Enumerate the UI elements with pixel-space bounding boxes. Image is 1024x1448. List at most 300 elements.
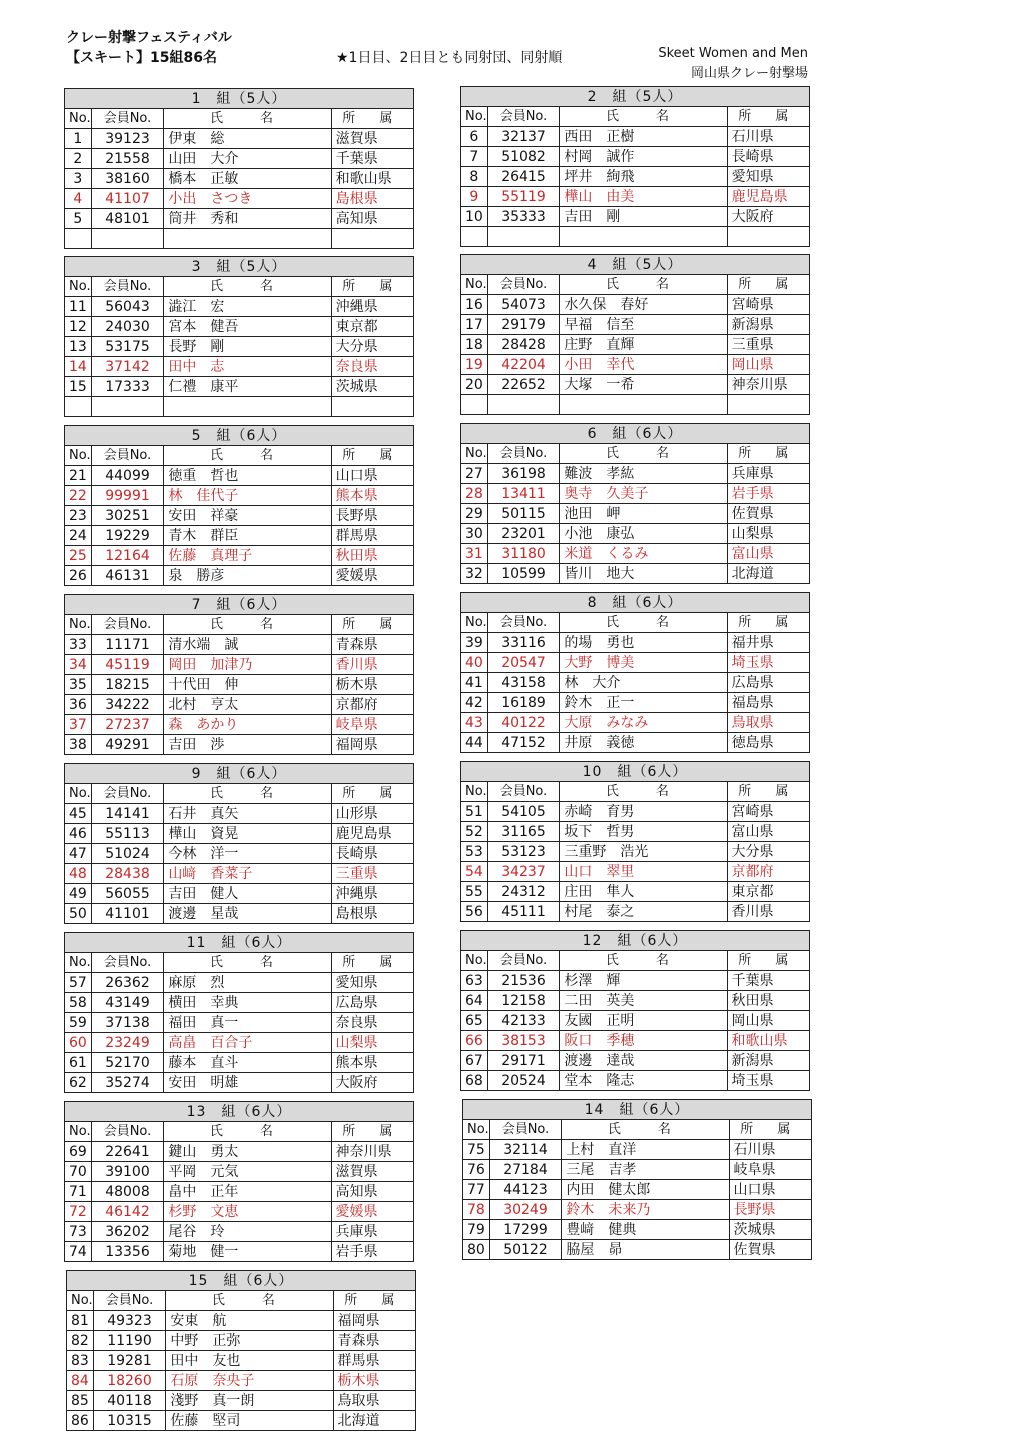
affiliation: 栃木県 <box>331 675 413 695</box>
shooter-no: 62 <box>65 1073 92 1093</box>
affiliation: 山梨県 <box>727 524 809 544</box>
affiliation: 長野県 <box>729 1200 811 1220</box>
affiliation: 群馬県 <box>333 1351 415 1371</box>
member-no: 20524 <box>487 1071 560 1091</box>
affiliation: 愛媛県 <box>331 1202 413 1222</box>
member-no: 14141 <box>91 804 164 824</box>
affiliation <box>727 395 809 415</box>
table-row <box>461 902 810 922</box>
table-row <box>65 1242 414 1262</box>
member-no: 55113 <box>91 824 164 844</box>
table-row <box>461 822 810 842</box>
shooter-no: 46 <box>65 824 92 844</box>
affiliation: 大阪府 <box>331 1073 413 1093</box>
table-row <box>461 315 810 335</box>
col-no: No. <box>65 615 92 635</box>
member-no: 52170 <box>91 1053 164 1073</box>
affiliation: 埼玉県 <box>727 1071 809 1091</box>
table-row <box>65 397 414 417</box>
member-no: 12164 <box>91 546 164 566</box>
group-table <box>460 930 810 1091</box>
member-no: 17299 <box>489 1220 562 1240</box>
shooter-no: 82 <box>67 1331 94 1351</box>
shooter-no: 79 <box>463 1220 490 1240</box>
affiliation: 滋賀県 <box>331 1162 413 1182</box>
col-name: 氏 名 <box>562 1120 729 1140</box>
col-affiliation: 所 属 <box>727 613 809 633</box>
affiliation <box>331 229 413 249</box>
member-no <box>487 395 560 415</box>
member-no: 10599 <box>487 564 560 584</box>
shooter-no: 33 <box>65 635 92 655</box>
member-no <box>91 229 164 249</box>
member-no: 43149 <box>91 993 164 1013</box>
shooter-no: 39 <box>461 633 488 653</box>
shooter-no: 19 <box>461 355 488 375</box>
member-no: 46142 <box>91 1202 164 1222</box>
affiliation: 茨城県 <box>331 377 413 397</box>
shooter-name: 渡邊 達哉 <box>560 1051 727 1071</box>
shooter-name: 山田 大介 <box>164 149 331 169</box>
shooter-no <box>461 227 488 247</box>
shooter-no: 56 <box>461 902 488 922</box>
col-no: No. <box>461 444 488 464</box>
shooter-name: 北村 亨太 <box>164 695 331 715</box>
shooter-no: 85 <box>67 1391 94 1411</box>
table-row <box>65 735 414 755</box>
shooter-name: 脇屋 昴 <box>562 1240 729 1260</box>
shooter-name: 青木 群臣 <box>164 526 331 546</box>
shooter-no: 59 <box>65 1013 92 1033</box>
shooter-no: 77 <box>463 1180 490 1200</box>
shooter-name: 大原 みなみ <box>560 713 727 733</box>
shooter-name: 石原 奈央子 <box>166 1371 333 1391</box>
shooter-no: 35 <box>65 675 92 695</box>
member-no: 47152 <box>487 733 560 753</box>
group-table <box>64 425 414 586</box>
member-no: 16189 <box>487 693 560 713</box>
shooter-no: 54 <box>461 862 488 882</box>
member-no: 13411 <box>487 484 560 504</box>
shooter-name: 二田 英美 <box>560 991 727 1011</box>
shooter-no: 66 <box>461 1031 488 1051</box>
shooter-name: 澁江 宏 <box>164 297 331 317</box>
shooter-no: 29 <box>461 504 488 524</box>
shooter-name: 吉田 渉 <box>164 735 331 755</box>
table-row <box>65 1182 414 1202</box>
member-no: 29179 <box>487 315 560 335</box>
col-affiliation: 所 属 <box>727 107 809 127</box>
member-no: 36202 <box>91 1222 164 1242</box>
affiliation: 長野県 <box>331 506 413 526</box>
shooter-no: 48 <box>65 864 92 884</box>
affiliation: 愛媛県 <box>331 566 413 586</box>
affiliation: 滋賀県 <box>331 129 413 149</box>
table-row <box>461 524 810 544</box>
member-no: 37142 <box>91 357 164 377</box>
shooter-name: 鈴木 未来乃 <box>562 1200 729 1220</box>
shooter-name: 橋本 正敏 <box>164 169 331 189</box>
shooter-name: 今林 洋一 <box>164 844 331 864</box>
shooter-no: 37 <box>65 715 92 735</box>
shooter-no: 2 <box>65 149 92 169</box>
col-member-no: 会員No. <box>487 275 560 295</box>
table-row <box>463 1220 812 1240</box>
affiliation: 青森県 <box>331 635 413 655</box>
shooter-name: 安東 航 <box>166 1311 333 1331</box>
member-no: 22652 <box>487 375 560 395</box>
shooter-name: 村岡 誠作 <box>560 147 727 167</box>
col-no: No. <box>461 275 488 295</box>
table-row <box>461 504 810 524</box>
table-row <box>463 1200 812 1220</box>
affiliation: 福島県 <box>727 693 809 713</box>
table-row <box>65 993 414 1013</box>
col-affiliation: 所 属 <box>727 275 809 295</box>
affiliation <box>331 397 413 417</box>
group-table <box>64 88 414 249</box>
group-title: 5 組（6人） <box>65 426 414 446</box>
member-no: 19281 <box>93 1351 166 1371</box>
table-row <box>65 357 414 377</box>
col-no: No. <box>461 613 488 633</box>
shooter-name: 石井 真矢 <box>164 804 331 824</box>
shooter-name: 樺山 資晃 <box>164 824 331 844</box>
table-row <box>461 971 810 991</box>
member-no: 11171 <box>91 635 164 655</box>
shooter-no: 14 <box>65 357 92 377</box>
shooter-no: 51 <box>461 802 488 822</box>
affiliation: 千葉県 <box>331 149 413 169</box>
member-no: 24030 <box>91 317 164 337</box>
shooter-no: 11 <box>65 297 92 317</box>
member-no: 50122 <box>489 1240 562 1260</box>
member-no: 26362 <box>91 973 164 993</box>
shooter-no <box>461 395 488 415</box>
table-row <box>65 546 414 566</box>
shooter-name: 奥寺 久美子 <box>560 484 727 504</box>
table-row <box>461 227 810 247</box>
affiliation: 福岡県 <box>331 735 413 755</box>
shooter-name: 淺野 真一朗 <box>166 1391 333 1411</box>
col-name: 氏 名 <box>164 109 331 129</box>
table-row <box>65 1033 414 1053</box>
shooter-no: 67 <box>461 1051 488 1071</box>
col-affiliation: 所 属 <box>727 951 809 971</box>
shooter-no: 30 <box>461 524 488 544</box>
shooter-no: 8 <box>461 167 488 187</box>
member-no <box>91 397 164 417</box>
table-row <box>65 337 414 357</box>
table-row <box>65 317 414 337</box>
group-title: 14 組（6人） <box>463 1100 812 1120</box>
member-no: 23249 <box>91 1033 164 1053</box>
table-row <box>65 1053 414 1073</box>
member-no: 48008 <box>91 1182 164 1202</box>
col-no: No. <box>65 784 92 804</box>
shooter-name <box>164 397 331 417</box>
shooter-name: 坂下 哲男 <box>560 822 727 842</box>
affiliation: 三重県 <box>331 864 413 884</box>
col-no: No. <box>67 1291 94 1311</box>
shooter-no: 22 <box>65 486 92 506</box>
affiliation: 京都府 <box>331 695 413 715</box>
table-row <box>461 147 810 167</box>
group-title: 6 組（6人） <box>461 424 810 444</box>
shooter-no: 4 <box>65 189 92 209</box>
affiliation: 富山県 <box>727 822 809 842</box>
affiliation: 佐賀県 <box>729 1240 811 1260</box>
shooter-name: 安田 明雄 <box>164 1073 331 1093</box>
member-no: 35333 <box>487 207 560 227</box>
group-title: 12 組（6人） <box>461 931 810 951</box>
shooter-no: 55 <box>461 882 488 902</box>
table-row <box>461 375 810 395</box>
group-table <box>66 1270 416 1431</box>
shooter-no: 23 <box>65 506 92 526</box>
affiliation: 山口県 <box>729 1180 811 1200</box>
shooter-no: 21 <box>65 466 92 486</box>
col-name: 氏 名 <box>164 784 331 804</box>
table-row <box>65 566 414 586</box>
shooter-name: 麻原 烈 <box>164 973 331 993</box>
shooter-no: 52 <box>461 822 488 842</box>
member-no: 24312 <box>487 882 560 902</box>
shooter-name: 上村 直洋 <box>562 1140 729 1160</box>
shooter-name: 中野 正弥 <box>166 1331 333 1351</box>
shooter-no: 65 <box>461 1011 488 1031</box>
shooter-name: 森 あかり <box>164 715 331 735</box>
affiliation: 大分県 <box>331 337 413 357</box>
col-member-no: 会員No. <box>487 782 560 802</box>
shooter-name: 井原 義徳 <box>560 733 727 753</box>
group-table <box>64 1101 414 1262</box>
shooter-name: 水久保 春好 <box>560 295 727 315</box>
shooter-no: 31 <box>461 544 488 564</box>
table-row <box>65 1162 414 1182</box>
affiliation: 長崎県 <box>331 844 413 864</box>
group-table <box>460 423 810 584</box>
table-row <box>65 129 414 149</box>
shooter-name: 岡田 加津乃 <box>164 655 331 675</box>
affiliation: 奈良県 <box>331 357 413 377</box>
shooter-name: 高畠 百合子 <box>164 1033 331 1053</box>
shooter-no: 60 <box>65 1033 92 1053</box>
col-member-no: 会員No. <box>489 1120 562 1140</box>
member-no: 45119 <box>91 655 164 675</box>
shooter-name: 内田 健太郎 <box>562 1180 729 1200</box>
member-no: 18260 <box>93 1371 166 1391</box>
col-member-no: 会員No. <box>487 613 560 633</box>
affiliation: 熊本県 <box>331 1053 413 1073</box>
affiliation: 島根県 <box>331 904 413 924</box>
table-row <box>65 506 414 526</box>
shooter-no: 41 <box>461 673 488 693</box>
shooter-no: 20 <box>461 375 488 395</box>
table-row <box>65 1142 414 1162</box>
member-no: 20547 <box>487 653 560 673</box>
shooter-name: 筒井 秀和 <box>164 209 331 229</box>
col-affiliation: 所 属 <box>331 446 413 466</box>
table-row <box>461 355 810 375</box>
col-no: No. <box>463 1120 490 1140</box>
affiliation: 高知県 <box>331 1182 413 1202</box>
shooter-name: 佐藤 真理子 <box>164 546 331 566</box>
shooter-no: 80 <box>463 1240 490 1260</box>
affiliation: 和歌山県 <box>727 1031 809 1051</box>
shooter-no: 72 <box>65 1202 92 1222</box>
member-no: 26415 <box>487 167 560 187</box>
group-title: 10 組（6人） <box>461 762 810 782</box>
member-no: 13356 <box>91 1242 164 1262</box>
table-row <box>65 864 414 884</box>
event-english-title: Skeet Women and Men <box>658 46 808 61</box>
shooter-no: 7 <box>461 147 488 167</box>
shooter-name: 佐藤 堅司 <box>166 1411 333 1431</box>
shooter-no: 44 <box>461 733 488 753</box>
col-no: No. <box>65 446 92 466</box>
table-row <box>65 149 414 169</box>
affiliation: 岐阜県 <box>729 1160 811 1180</box>
group-title: 7 組（6人） <box>65 595 414 615</box>
table-row <box>461 862 810 882</box>
col-affiliation: 所 属 <box>331 784 413 804</box>
member-no: 31180 <box>487 544 560 564</box>
table-row <box>65 486 414 506</box>
shooter-no: 32 <box>461 564 488 584</box>
table-row <box>463 1140 812 1160</box>
member-no: 56055 <box>91 884 164 904</box>
col-affiliation: 所 属 <box>331 109 413 129</box>
table-row <box>65 844 414 864</box>
shooter-name: 樺山 由美 <box>560 187 727 207</box>
shooter-name: 宮本 健吾 <box>164 317 331 337</box>
shooter-name: 横田 幸典 <box>164 993 331 1013</box>
member-no: 42133 <box>487 1011 560 1031</box>
affiliation: 愛知県 <box>331 973 413 993</box>
member-no: 27184 <box>489 1160 562 1180</box>
member-no: 49323 <box>93 1311 166 1331</box>
table-row <box>463 1240 812 1260</box>
shooter-no <box>65 229 92 249</box>
member-no: 51082 <box>487 147 560 167</box>
col-affiliation: 所 属 <box>727 444 809 464</box>
shooter-no: 10 <box>461 207 488 227</box>
member-no: 41107 <box>91 189 164 209</box>
affiliation: 岩手県 <box>331 1242 413 1262</box>
table-row <box>65 655 414 675</box>
table-row <box>67 1311 416 1331</box>
member-no: 40122 <box>487 713 560 733</box>
affiliation: 秋田県 <box>727 991 809 1011</box>
affiliation: 三重県 <box>727 335 809 355</box>
shooter-no: 63 <box>461 971 488 991</box>
member-no: 11190 <box>93 1331 166 1351</box>
shooter-name: 的場 勇也 <box>560 633 727 653</box>
table-row <box>65 904 414 924</box>
col-member-no: 会員No. <box>91 277 164 297</box>
affiliation: 岐阜県 <box>331 715 413 735</box>
table-row <box>461 207 810 227</box>
shooter-no: 84 <box>67 1371 94 1391</box>
table-row <box>67 1331 416 1351</box>
table-row <box>65 526 414 546</box>
shooter-no: 64 <box>461 991 488 1011</box>
shooter-name: 十代田 伸 <box>164 675 331 695</box>
shooter-name: 堂本 隆志 <box>560 1071 727 1091</box>
table-row <box>461 1011 810 1031</box>
group-table <box>460 86 810 247</box>
shooter-name: 安田 祥豪 <box>164 506 331 526</box>
table-row <box>461 544 810 564</box>
affiliation: 新潟県 <box>727 315 809 335</box>
group-table <box>64 256 414 417</box>
affiliation: 東京都 <box>727 882 809 902</box>
member-no: 39100 <box>91 1162 164 1182</box>
affiliation: 青森県 <box>333 1331 415 1351</box>
affiliation: 岩手県 <box>727 484 809 504</box>
shooter-name: 山口 翠里 <box>560 862 727 882</box>
shooter-name: 鍵山 勇太 <box>164 1142 331 1162</box>
shooter-no: 34 <box>65 655 92 675</box>
shooter-no <box>65 397 92 417</box>
affiliation: 香川県 <box>727 902 809 922</box>
table-row <box>65 804 414 824</box>
member-no: 40118 <box>93 1391 166 1411</box>
table-row <box>461 1031 810 1051</box>
member-no: 22641 <box>91 1142 164 1162</box>
table-row <box>461 633 810 653</box>
shooter-name: 杉澤 輝 <box>560 971 727 991</box>
member-no: 99991 <box>91 486 164 506</box>
shooter-name <box>560 395 727 415</box>
shooter-no: 25 <box>65 546 92 566</box>
affiliation: 北海道 <box>333 1411 415 1431</box>
member-no: 44123 <box>489 1180 562 1200</box>
affiliation: 京都府 <box>727 862 809 882</box>
table-row <box>461 395 810 415</box>
member-no: 42204 <box>487 355 560 375</box>
member-no: 54073 <box>487 295 560 315</box>
member-no: 30249 <box>489 1200 562 1220</box>
shooter-name: 田中 友也 <box>166 1351 333 1371</box>
member-no: 17333 <box>91 377 164 397</box>
table-row <box>461 802 810 822</box>
affiliation: 山梨県 <box>331 1033 413 1053</box>
affiliation: 大阪府 <box>727 207 809 227</box>
col-affiliation: 所 属 <box>729 1120 811 1140</box>
table-row <box>461 713 810 733</box>
shooter-no: 26 <box>65 566 92 586</box>
col-name: 氏 名 <box>164 446 331 466</box>
group-title: 11 組（6人） <box>65 933 414 953</box>
shooter-no: 47 <box>65 844 92 864</box>
group-title: 1 組（5人） <box>65 89 414 109</box>
table-row <box>67 1411 416 1431</box>
shooter-name: 福田 真一 <box>164 1013 331 1033</box>
shooter-name: 杉野 文恵 <box>164 1202 331 1222</box>
affiliation: 栃木県 <box>333 1371 415 1391</box>
member-no: 55119 <box>487 187 560 207</box>
affiliation: 鳥取県 <box>727 713 809 733</box>
member-no: 45111 <box>487 902 560 922</box>
affiliation: 神奈川県 <box>331 1142 413 1162</box>
affiliation: 千葉県 <box>727 971 809 991</box>
col-name: 氏 名 <box>560 444 727 464</box>
shooter-name: 阪口 季穂 <box>560 1031 727 1051</box>
member-no: 31165 <box>487 822 560 842</box>
table-row <box>461 693 810 713</box>
